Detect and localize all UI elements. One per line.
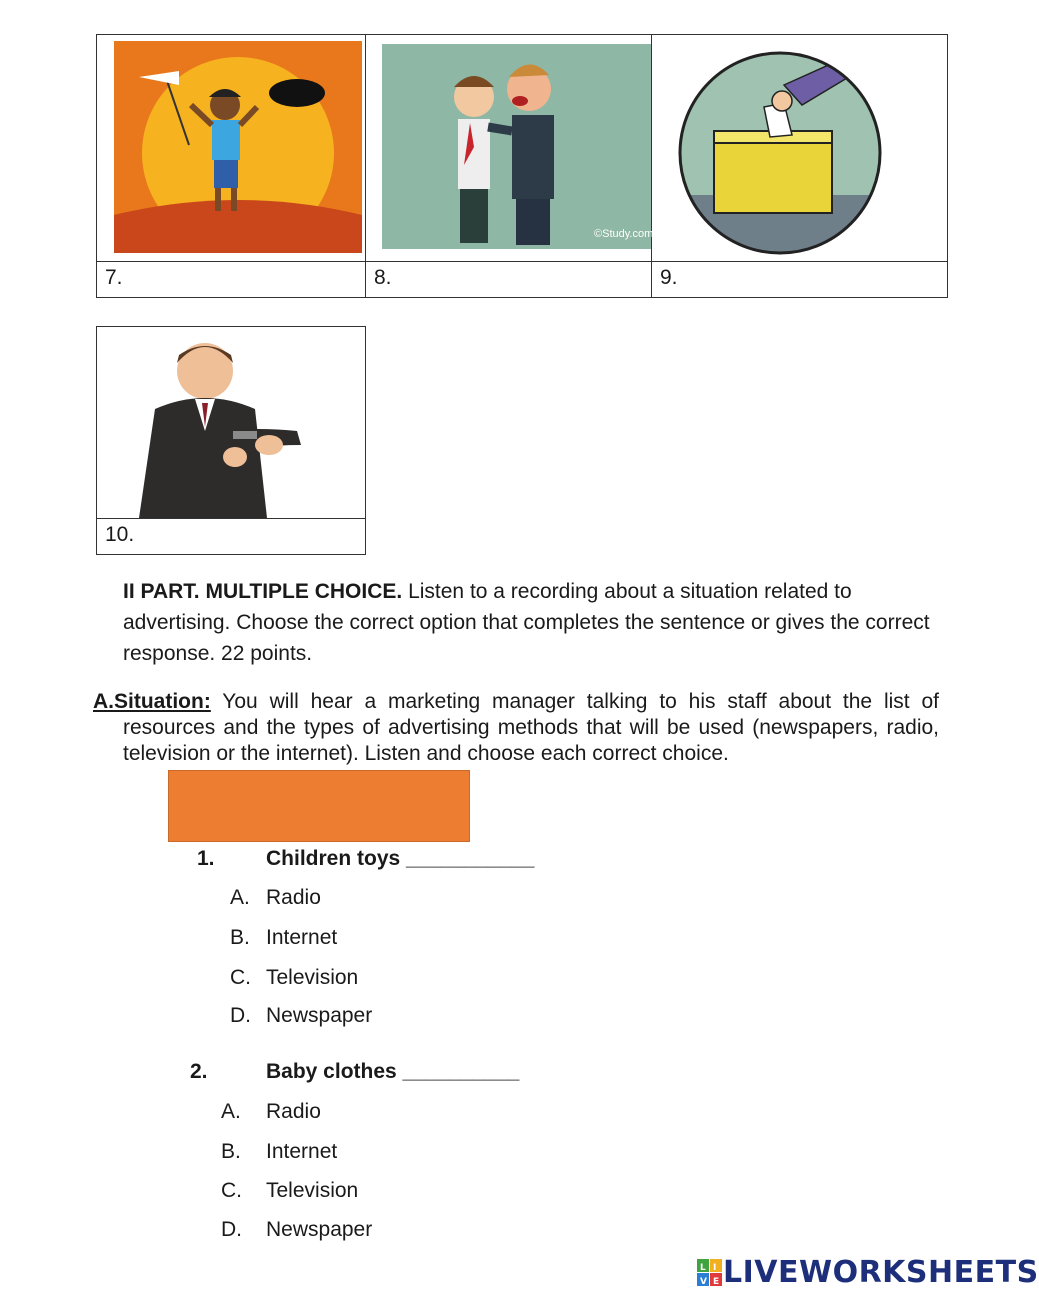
q2-option-a[interactable]: Radio — [266, 1100, 321, 1123]
q1-option-b[interactable]: Internet — [266, 926, 338, 949]
q1-option-d[interactable]: Newspaper — [266, 1004, 373, 1027]
image-cell-9 — [652, 35, 948, 262]
image-label-cell-7 — [97, 262, 366, 298]
q1-option-d-letter: D. — [230, 1004, 251, 1027]
liveworksheets-logo-text: LIVEWORKSHEETS — [723, 1255, 1039, 1290]
q2-option-b[interactable]: Internet — [266, 1140, 338, 1163]
q1-option-c[interactable]: Television — [266, 966, 359, 989]
q2-option-b-letter: B. — [221, 1140, 241, 1163]
q1-option-a-letter: A. — [230, 886, 250, 909]
image-cell-8 — [366, 35, 652, 262]
boy-with-flag-image — [97, 35, 365, 261]
q2-option-d[interactable]: Newspaper — [266, 1218, 373, 1241]
liveworksheets-badge-icon — [697, 1259, 723, 1287]
svg-text:L: L — [700, 1262, 706, 1273]
study-watermark: ©Study.com — [594, 228, 654, 240]
q1-option-c-letter: C. — [230, 966, 251, 989]
q2-option-c[interactable]: Television — [266, 1179, 359, 1202]
q1-option-a[interactable]: Radio — [266, 886, 321, 909]
man-pointing-at-watch-image — [97, 327, 365, 518]
liveworksheets-logo — [697, 1255, 1039, 1290]
image-label-10: 10. — [105, 523, 135, 546]
question-2-number: 2. — [190, 1060, 208, 1083]
image-table-row-1 — [96, 34, 948, 298]
image-label-8: 8. — [374, 266, 392, 289]
question-1-number: 1. — [197, 847, 215, 870]
boss-yelling-image — [366, 35, 654, 261]
q2-option-c-letter: C. — [221, 1179, 242, 1202]
image-table-row-2 — [96, 326, 366, 555]
image-label-7: 7. — [105, 266, 123, 289]
question-1-text: Children toys ___________ — [266, 847, 535, 870]
question-2-text: Baby clothes __________ — [266, 1060, 520, 1083]
part2-heading: II PART. MULTIPLE CHOICE. — [123, 580, 403, 603]
audio-player-box[interactable] — [168, 770, 470, 842]
image-cell-10 — [97, 327, 366, 519]
svg-text:V: V — [700, 1276, 707, 1287]
situation-block — [93, 689, 939, 767]
ballot-box-image — [652, 35, 947, 261]
q2-option-d-letter: D. — [221, 1218, 242, 1241]
svg-text:E: E — [713, 1276, 720, 1287]
situation-label: A. — [93, 690, 114, 713]
part2-text: Listen to a recording about a situation related to advertising. Choose the correct option that completes the sentence or gives the correct response. 22 points. — [123, 580, 930, 665]
q2-option-a-letter: A. — [221, 1100, 241, 1123]
image-label-cell-10 — [97, 519, 366, 555]
image-label-cell-8 — [366, 262, 652, 298]
situation-text: You will hear a marketing manager talking to his staff about the list of resources and the types of advertising methods that will be used (newspapers, radio, television or the internet). Listen and choose each correct choice. — [123, 690, 939, 765]
image-cell-7 — [97, 35, 366, 262]
image-label-cell-9 — [652, 262, 948, 298]
svg-text:I: I — [713, 1262, 717, 1273]
image-label-9: 9. — [660, 266, 678, 289]
q1-option-b-letter: B. — [230, 926, 250, 949]
part2-instructions — [123, 576, 938, 669]
situation-heading: Situation: — [114, 690, 211, 713]
